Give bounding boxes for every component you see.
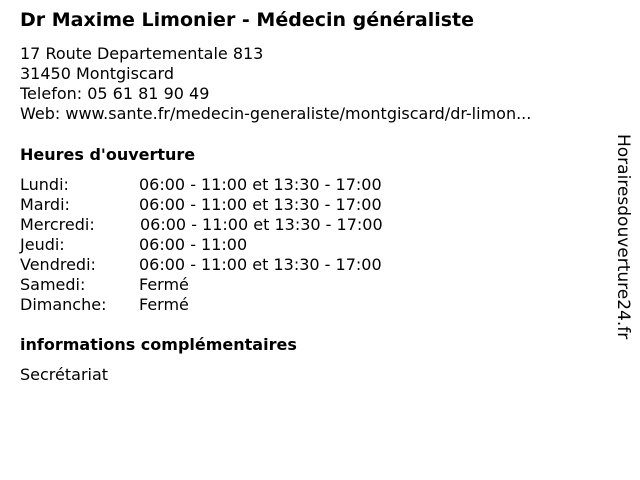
day-hours: 06:00 - 11:00 et 13:30 - 17:00: [139, 255, 382, 274]
website-link[interactable]: www.sante.fr/medecin-generaliste/montgiscard/dr-limon...: [65, 104, 532, 123]
additional-info-text: Secrétariat: [20, 365, 109, 384]
day-hours: 06:00 - 11:00: [139, 235, 248, 254]
day-label: Lundi:: [20, 175, 69, 194]
day-label: Jeudi:: [20, 235, 65, 254]
day-label: Vendredi:: [20, 255, 96, 274]
web-label: Web:: [20, 104, 61, 123]
city-address: 31450 Montgiscard: [20, 64, 174, 83]
additional-info-heading: informations complémentaires: [20, 335, 297, 354]
day-hours: 06:00 - 11:00 et 13:30 - 17:00: [139, 175, 382, 194]
address-block: [20, 44, 531, 124]
phone-label: Telefon:: [20, 84, 83, 103]
web-line: [20, 104, 531, 124]
day-hours: Fermé: [139, 275, 189, 294]
day-label: Mardi:: [20, 195, 70, 214]
street-address: 17 Route Departementale 813: [20, 44, 264, 63]
day-label: Mercredi:: [20, 215, 95, 234]
site-watermark: Horairesdouverture24.fr: [613, 134, 633, 340]
day-hours: Fermé: [139, 295, 189, 314]
day-label: Dimanche:: [20, 295, 107, 314]
page-title: Dr Maxime Limonier - Médecin généraliste: [20, 9, 475, 31]
phone-line: [20, 84, 531, 104]
day-hours: 06:00 - 11:00 et 13:30 - 17:00: [140, 215, 383, 234]
opening-hours-heading: Heures d'ouverture: [20, 145, 196, 164]
phone-number[interactable]: 05 61 81 90 49: [87, 84, 210, 103]
day-label: Samedi:: [20, 275, 86, 294]
day-hours: 06:00 - 11:00 et 13:30 - 17:00: [139, 195, 382, 214]
